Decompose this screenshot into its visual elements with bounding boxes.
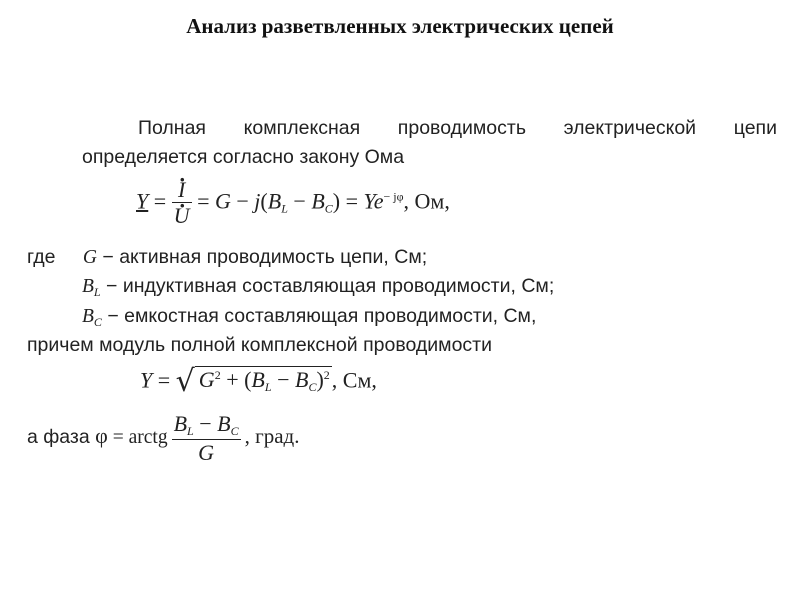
sqrt-icon: √ $G^2 + (B_L - B_C)^2$ [175, 364, 330, 399]
unit-degree: , град. [244, 424, 300, 448]
intro-line-2: определяется согласно закону Ома [82, 146, 405, 168]
exponent: − jφ [383, 189, 404, 204]
def-BC: $B_C$ − емкостная составляющая проводимости, См, [82, 305, 537, 329]
formula-modulus: Y = √ $G^2 + (B_L - B_C)^2$, См, [140, 364, 377, 399]
fraction-current-voltage [172, 178, 192, 227]
modulus-line: причем модуль полной комплексной проводимости [27, 334, 492, 356]
phi-symbol: φ [95, 423, 108, 448]
unit-ohm: , Ом, [403, 188, 450, 214]
current-symbol: · I [178, 178, 185, 201]
formula-lhs: Y [136, 188, 149, 214]
def-G: где G − активная проводимость цепи, См; [27, 246, 428, 268]
voltage-symbol: · U [174, 204, 190, 227]
where-label: где [27, 246, 56, 268]
unit-siemens: , См, [331, 367, 377, 393]
formula-phase: а фаза φ = arctg $\frac{B_L - B_C}{G}$ , град. [27, 411, 300, 465]
def-BL: $B_L$ − индуктивная составляющая проводимости, См; [82, 275, 555, 299]
intro-line-1: Полная комплексная проводимость электрической цепи [138, 117, 777, 139]
formula-admittance: Y = · I · U = $G - j(B_L - B_C) = Ye^{- j\varphi}$, Ом, [136, 178, 450, 227]
page-title: Анализ разветвленных электрических цепей [186, 14, 614, 38]
fraction-phase: $\frac{B_L - B_C}{G}$ [173, 411, 239, 465]
